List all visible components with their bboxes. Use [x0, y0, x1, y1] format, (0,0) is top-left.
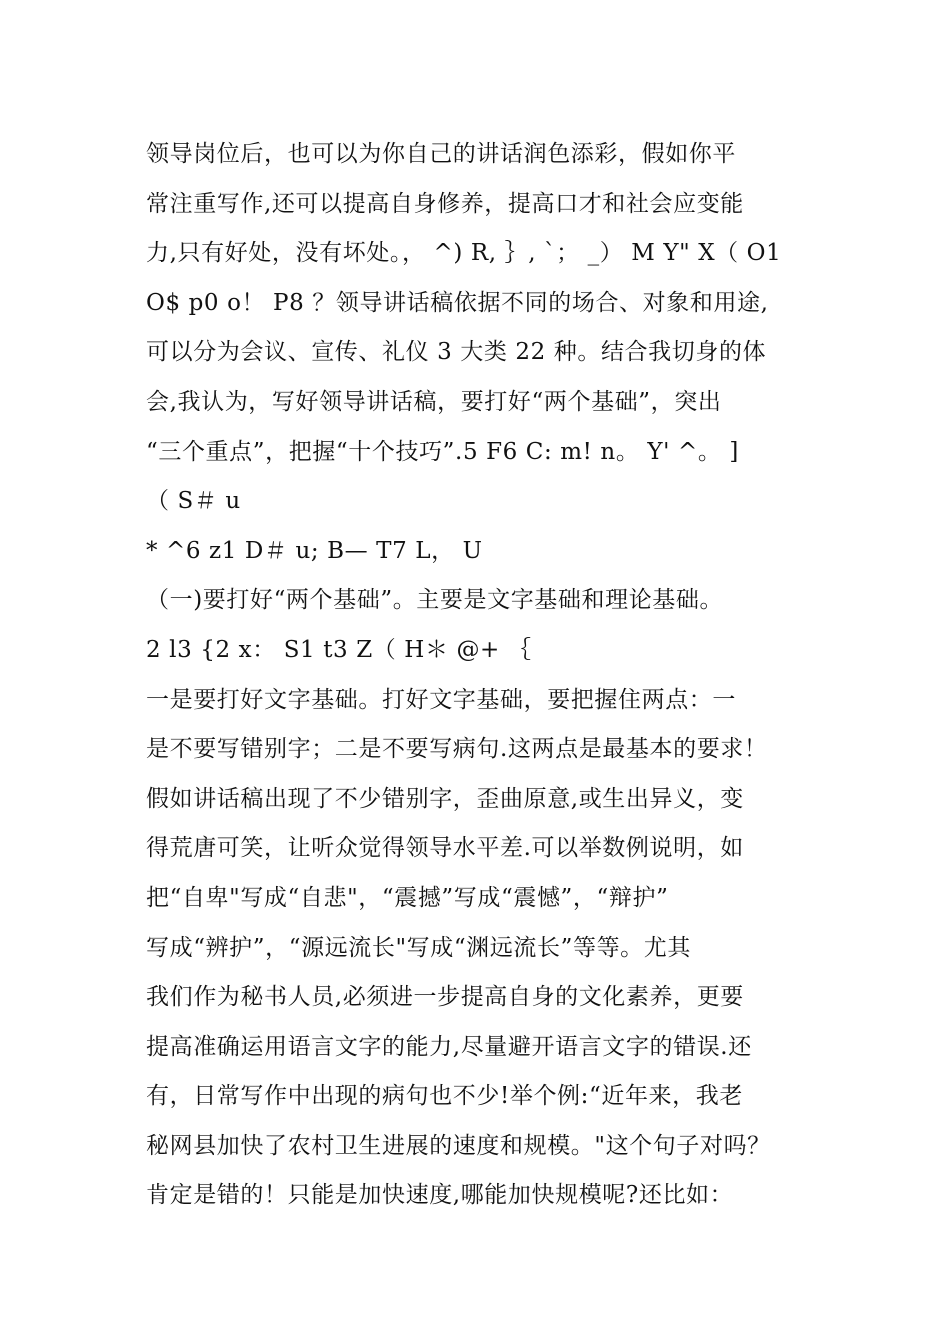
- text-line: 2 l3 {2 x： S1 t3 Z（ H＊ @+ ｛: [146, 636, 532, 663]
- document-body: [146, 130, 846, 1221]
- text-line: 秘网县加快了农村卫生进展的速度和规模。"这个句子对吗？: [146, 1132, 771, 1159]
- text-line: 我们作为秘书人员,必须进一步提高自身的文化素养，更要: [146, 984, 744, 1011]
- text-line: 力,只有好处，没有坏处。， ^) R, ｝, `； _） M Y" X（ O1: [146, 240, 782, 267]
- text-line: 把“自卑"写成“自悲"，“震撼”写成“震憾”，“辩护”: [146, 884, 669, 911]
- text-line: （一)要打好“两个基础”。主要是文字基础和理论基础。: [146, 587, 724, 614]
- text-line: 得荒唐可笑，让听众觉得领导水平差.可以举数例说明，如: [146, 835, 744, 862]
- text-line: 一是要打好文字基础。打好文字基础，要把握住两点：一: [146, 686, 736, 713]
- text-line: 常注重写作,还可以提高自身修养，提高口才和社会应变能: [146, 190, 744, 217]
- text-line: O$ p0 o！ P8 ？领导讲话稿依据不同的场合、对象和用途,: [146, 289, 769, 316]
- text-line: 肯定是错的！只能是加快速度,哪能加快规模呢?还比如：: [146, 1182, 734, 1209]
- text-line: （ S＃ u: [146, 488, 241, 515]
- text-line: 提高准确运用语言文字的能力,尽量避开语言文字的错误.还: [146, 1033, 752, 1060]
- text-line: 是不要写错别字；二是不要写病句.这两点是最基本的要求！: [146, 736, 768, 763]
- text-line: 可以分为会议、宣传、礼仪 3 大类 22 种。结合我切身的体: [146, 339, 767, 366]
- text-line: 假如讲话稿出现了不少错别字，歪曲原意,或生出异义，变: [146, 785, 744, 812]
- text-line: 领导岗位后，也可以为你自己的讲话润色添彩，假如你平: [146, 141, 736, 167]
- text-line: 会,我认为，写好领导讲话稿，要打好“两个基础”，突出: [146, 388, 722, 415]
- text-line: * ^6 z1 D＃ u; B— T7 L， U: [146, 537, 483, 564]
- text-line: 有，日常写作中出现的病句也不少!举个例:“近年来，我老: [146, 1083, 743, 1110]
- text-line: “三个重点”，把握“十个技巧”.5 F6 C: m! n。 Y' ^。 ]: [146, 438, 739, 465]
- text-line: 写成“辨护”，“源远流长"写成“渊远流长”等等。尤其: [146, 934, 691, 961]
